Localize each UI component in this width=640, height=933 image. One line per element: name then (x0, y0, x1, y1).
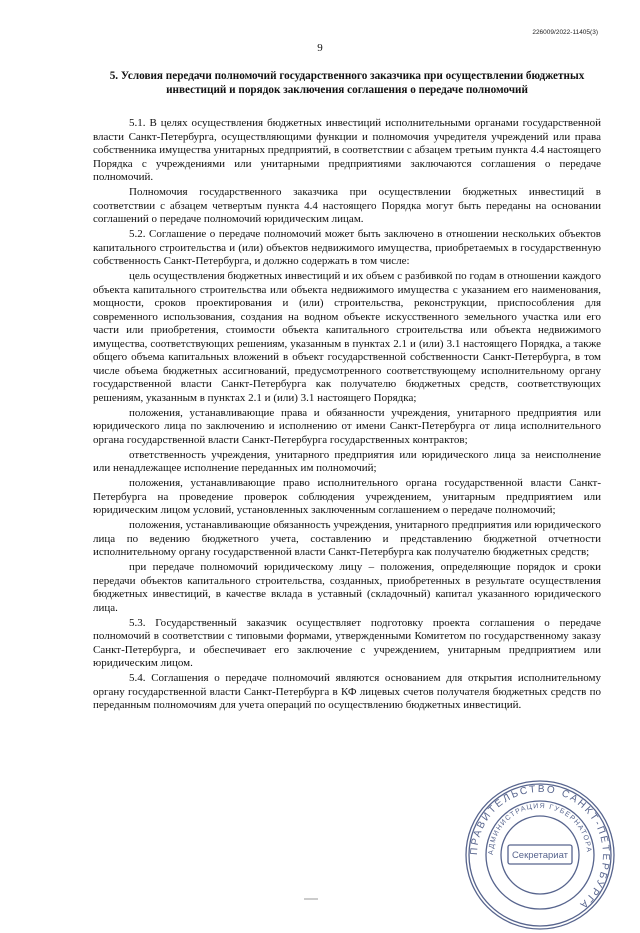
paragraph-5-2-item-accounting: положения, устанавливающие обязанность учреждения, унитарного предприятия или юридического лица по ведению бюджетного учета, составлению и представлению бюджетной отчетности исполнительному органу государственной власти Санкт-Петербурга как получателю бюджетных средств; (93, 519, 601, 558)
seal-outer-text: ПРАВИТЕЛЬСТВО САНКТ-ПЕТЕРБУРГА (468, 783, 612, 912)
paragraph-5-4: 5.4. Соглашения о передаче полномочий являются основанием для открытия исполнительному органу государственной власти Санкт-Петербурга в КФ лицевых счетов получателя бюджетных средств по переданным полномочиям для учета операций по осуществлению бюджетных инвестиций. (93, 672, 601, 711)
seal-center-text: Секретариат (511, 850, 569, 861)
paragraph-5-2-item-liability: ответственность учреждения, унитарного предприятия или юридического лица за неисполнение или ненадлежащее исполнение переданных им полномочий; (93, 448, 601, 474)
paragraph-5-2-item-inspections: положения, устанавливающие право исполнительного органа государственной власти Санкт-Петербурга на проведение проверок соблюдения учреждением, унитарным предприятием или юридическим лицом условий, установленных заключенным соглашением о передаче полномочий; (93, 477, 601, 516)
svg-text:АДМИНИСТРАЦИЯ ГУБЕРНАТОРА (488, 803, 592, 855)
document-id: 226009/2022-11405(3) (532, 29, 598, 36)
page-number: 9 (317, 42, 323, 54)
paragraph-5-1-b: Полномочия государственного заказчика при осуществлении бюджетных инвестиций в соответствии с абзацем четвертым пункта 4.4 настоящего Порядка могут быть переданы на основании соглашений о передаче полномочий юридическим лицам. (93, 186, 601, 225)
section-heading: 5. Условия передачи полномочий государственного заказчика при осуществлении бюджетных инвестиций и порядок заключения соглашения о передаче полномочий (109, 70, 585, 96)
seal-inner-text: АДМИНИСТРАЦИЯ ГУБЕРНАТОРА (487, 802, 593, 856)
paragraph-5-2: 5.2. Соглашение о передаче полномочий может быть заключено в отношении нескольких объектов капитального строительства и (или) объектов недвижимого имущества, приобретаемых в государственную собственность Санкт-Петербурга, и должно содержать в том числе: (93, 228, 601, 267)
document-body (93, 70, 601, 714)
paragraph-5-1: 5.1. В целях осуществления бюджетных инвестиций исполнительными органами государственной власти Санкт-Петербурга, осуществляющими функции и полномочия учредителя учреждений или права собственника имущества унитарных предприятий, в соответствии с абзацем третьим пункта 4.4 настоящего Порядка с учреждениями или унитарными предприятиями заключаются соглашения о передаче полномочий. (93, 117, 601, 183)
paragraph-5-2-item-rights: положения, устанавливающие права и обязанности учреждения, унитарного предприятия или юридического лица по заключению и исполнению от имени Санкт-Петербурга от лица исполнительного органа государственной власти Санкт-Петербурга государственных контрактов; (93, 406, 601, 446)
page-footer-mark (304, 898, 318, 904)
paragraph-5-2-item-transfer: при передаче полномочий юридическому лицу – положения, определяющие порядок и сроки передачи объектов капитального строительства, созданных, приобретенных в результате осуществления бюджетных инвестиций, в качестве вклада в уставный (складочный) капитал указанного юридического лица. (93, 561, 601, 614)
seal-graphic (462, 777, 618, 933)
paragraph-5-2-item-goal: цель осуществления бюджетных инвестиций и их объем с разбивкой по годам в отношении каждого объекта капитального строительства или объекта недвижимого имущества с указанием его наименования, мощности, сроков проектирования и (или) строительства, реконструкции, приспособления для современного использования, создания на водном объекте искусственного земельного участка или его части или приобретения, стоимости объекта капитального строительства или объекта недвижимого имущества, соответствующих решениям, указанным в пунктах 2.1 и (или) 3.1 настоящего Порядка, а также общего объема капитальных вложений в объект государственной собственности Санкт-Петербурга, в том числе объема бюджетных ассигнований, предусмотренного соответствующему исполнительному органу государственной власти Санкт-Петербурга как получателю бюджетных средств, соответствующих решениям, указанным в пунктах 2.1 и (или) 3.1 настоящего Порядка; (93, 270, 601, 404)
paragraph-5-3: 5.3. Государственный заказчик осуществляет подготовку проекта соглашения о передаче полномочий в соответствии с типовыми формами, утвержденными Комитетом по государственному заказу Санкт-Петербурга, и обеспечивает его заключение с учреждением, унитарным предприятием или юридическим лицом. (93, 616, 601, 669)
